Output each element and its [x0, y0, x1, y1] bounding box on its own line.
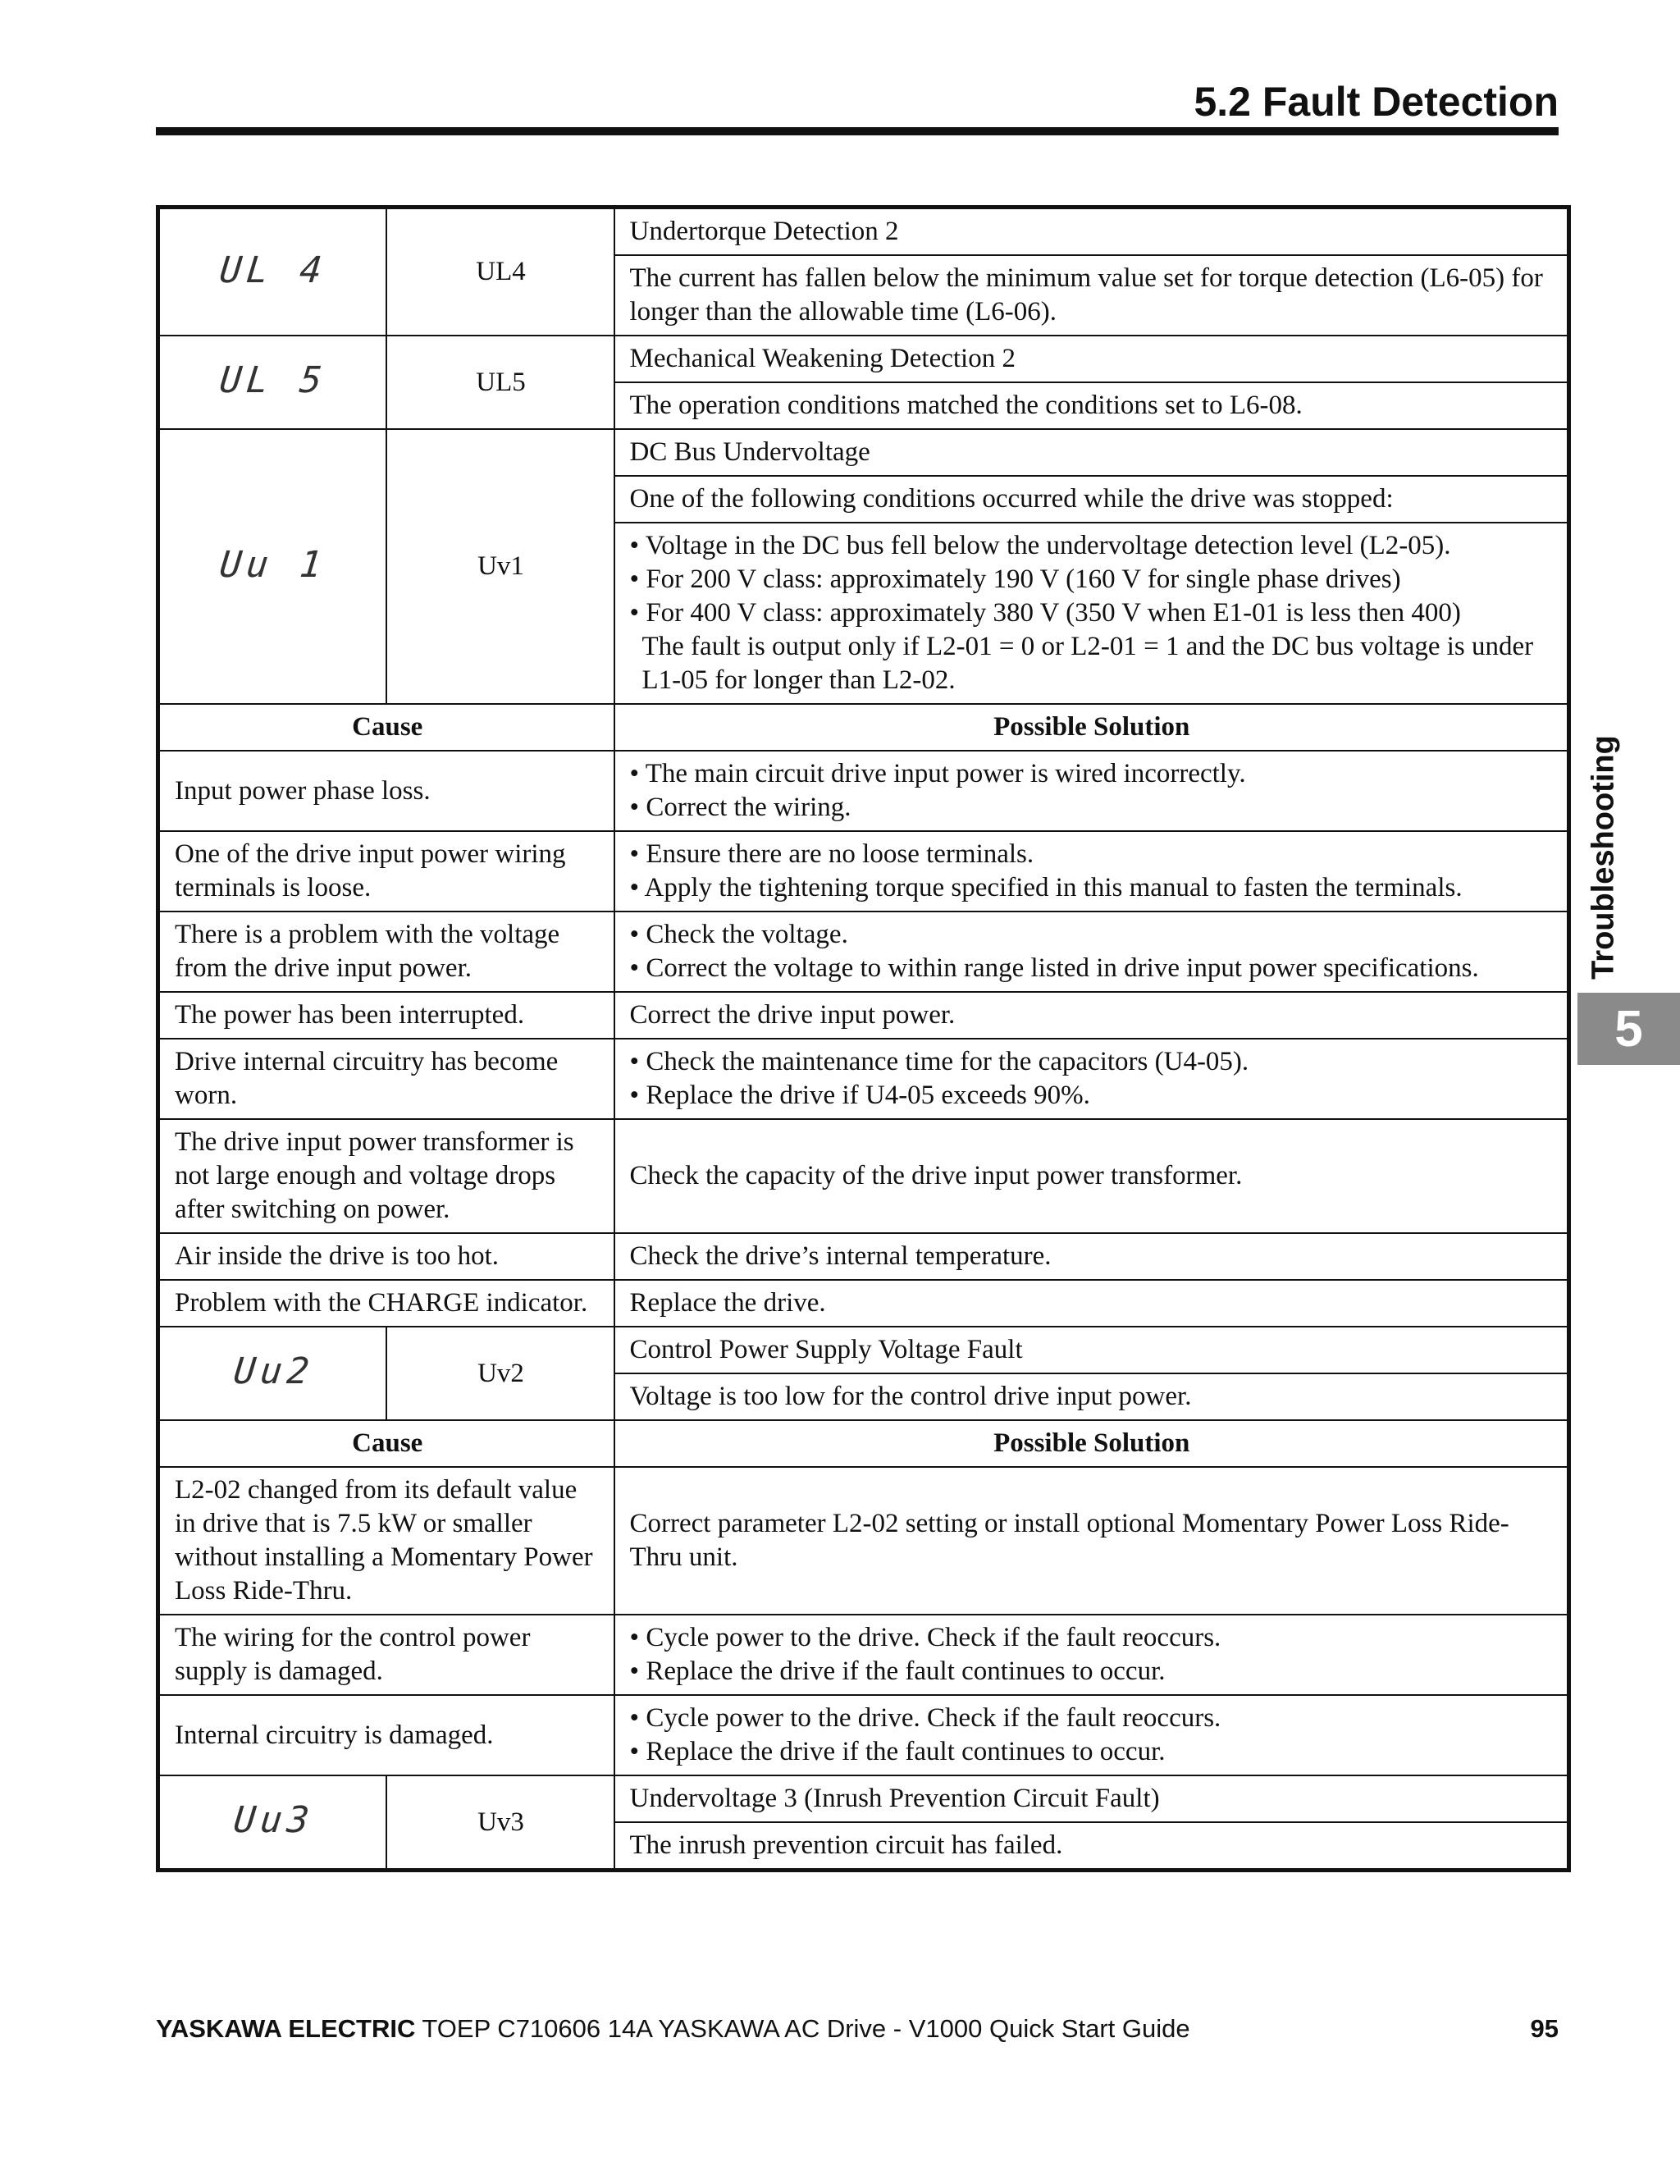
cause-cell: The power has been interrupted.: [158, 992, 614, 1039]
fault-display: UL 5: [158, 336, 386, 429]
solution-bullet: • The main circuit drive input power is wired incorrectly.: [630, 757, 1554, 791]
solution-bullet: • Cycle power to the drive. Check if the fault reoccurs.: [630, 1702, 1554, 1735]
solution-cell: Check the capacity of the drive input power transformer.: [614, 1119, 1569, 1233]
fault-table: [156, 205, 1571, 1872]
chapter-tab[interactable]: [1577, 993, 1680, 1065]
table-row: [158, 1615, 1569, 1695]
cause-cell: L2-02 changed from its default value in drive that is 7.5 kW or smaller without installing a Momentary Power Loss Ride-Thru.: [158, 1467, 614, 1615]
chapter-number: 5: [1614, 1000, 1643, 1058]
solution-cell: Correct the drive input power.: [614, 992, 1569, 1039]
table-row: [158, 751, 1569, 831]
solution-bullet: • Check the voltage.: [630, 918, 1554, 952]
fault-code: Uv2: [386, 1327, 614, 1420]
fault-name: DC Bus Undervoltage: [614, 429, 1569, 476]
table-row: [158, 1233, 1569, 1280]
detail-bullet: • For 200 V class: approximately 190 V (160 V for single phase drives): [630, 563, 1554, 596]
fault-name: Mechanical Weakening Detection 2: [614, 336, 1569, 382]
table-row: [158, 1467, 1569, 1615]
solution-cell: [614, 1615, 1569, 1695]
solution-bullet: • Ensure there are no loose terminals.: [630, 838, 1554, 871]
page-number: 95: [1530, 2014, 1559, 2043]
fault-uv3-name-row: [158, 1775, 1569, 1822]
solution-cell: Correct parameter L2-02 setting or install optional Momentary Power Loss Ride-Thru unit.: [614, 1467, 1569, 1615]
solution-bullet: • Correct the wiring.: [630, 791, 1554, 825]
fault-display: Uu3: [158, 1775, 386, 1871]
footer-brand: YASKAWA ELECTRIC: [156, 2014, 416, 2043]
fault-description: Voltage is too low for the control drive input power.: [614, 1373, 1569, 1420]
cause-header-row: [158, 1420, 1569, 1467]
solution-bullet: • Apply the tightening torque specified in this manual to fasten the terminals.: [630, 871, 1554, 905]
solution-bullet: • Correct the voltage to within range listed in drive input power specifications.: [630, 952, 1554, 985]
solution-cell: [614, 751, 1569, 831]
solution-header: Possible Solution: [614, 1420, 1569, 1467]
cause-header-row: [158, 704, 1569, 751]
solution-bullet: • Replace the drive if U4-05 exceeds 90%.: [630, 1079, 1554, 1113]
footer-doc-info: [156, 2014, 1190, 2044]
fault-ul5-name-row: [158, 336, 1569, 382]
fault-name: Undertorque Detection 2: [614, 208, 1569, 256]
fault-description: One of the following conditions occurred while the drive was stopped:: [614, 476, 1569, 523]
table-row: [158, 992, 1569, 1039]
cause-cell: Drive internal circuitry has become worn.: [158, 1039, 614, 1119]
solution-bullet: • Replace the drive if the fault continues to occur.: [630, 1655, 1554, 1688]
cause-header: Cause: [158, 704, 614, 751]
table-row: [158, 912, 1569, 992]
section-title: 5.2 Fault Detection: [1194, 79, 1559, 125]
fault-ul4-name-row: [158, 208, 1569, 256]
solution-bullet: • Check the maintenance time for the capacitors (U4-05).: [630, 1045, 1554, 1079]
fault-display: Uu2: [158, 1327, 386, 1420]
detail-bullet: • Voltage in the DC bus fell below the undervoltage detection level (L2-05).: [630, 529, 1554, 563]
fault-display: Uu 1: [158, 429, 386, 704]
fault-display: UL 4: [158, 208, 386, 336]
fault-code: UL5: [386, 336, 614, 429]
fault-detail: [614, 523, 1569, 704]
cause-cell: Air inside the drive is too hot.: [158, 1233, 614, 1280]
cause-cell: Internal circuitry is damaged.: [158, 1695, 614, 1775]
fault-description: The current has fallen below the minimum value set for torque detection (L6-05) for longer than the allowable time (L6-06).: [614, 255, 1569, 336]
solution-cell: Replace the drive.: [614, 1280, 1569, 1327]
cause-cell: One of the drive input power wiring terminals is loose.: [158, 831, 614, 912]
fault-uv1-name-row: [158, 429, 1569, 476]
table-row: [158, 1119, 1569, 1233]
fault-name: Control Power Supply Voltage Fault: [614, 1327, 1569, 1373]
cause-cell: The drive input power transformer is not large enough and voltage drops after switching on power.: [158, 1119, 614, 1233]
solution-header: Possible Solution: [614, 704, 1569, 751]
table-row: [158, 1695, 1569, 1775]
detail-note: The fault is output only if L2-01 = 0 or L2-01 = 1 and the DC bus voltage is under L1-05 for longer than L2-02.: [641, 632, 1534, 695]
page-footer: [156, 2014, 1559, 2044]
table-row: [158, 1039, 1569, 1119]
solution-cell: [614, 1039, 1569, 1119]
fault-uv2-name-row: [158, 1327, 1569, 1373]
fault-code: Uv1: [386, 429, 614, 704]
detail-bullet: • For 400 V class: approximately 380 V (350 V when E1-01 is less then 400): [630, 596, 1554, 630]
cause-cell: Input power phase loss.: [158, 751, 614, 831]
solution-bullet: • Replace the drive if the fault continues to occur.: [630, 1735, 1554, 1769]
cause-cell: There is a problem with the voltage from the drive input power.: [158, 912, 614, 992]
solution-cell: Check the drive’s internal temperature.: [614, 1233, 1569, 1280]
footer-doc-title: TOEP C710606 14A YASKAWA AC Drive - V1000 Quick Start Guide: [415, 2014, 1190, 2043]
solution-cell: [614, 831, 1569, 912]
fault-description: The operation conditions matched the conditions set to L6-08.: [614, 382, 1569, 429]
table-row: [158, 831, 1569, 912]
solution-cell: [614, 1695, 1569, 1775]
header-rule: [156, 127, 1559, 135]
cause-cell: The wiring for the control power supply is damaged.: [158, 1615, 614, 1695]
table-row: [158, 1280, 1569, 1327]
fault-name: Undervoltage 3 (Inrush Prevention Circuit Fault): [614, 1775, 1569, 1822]
fault-description: The inrush prevention circuit has failed.: [614, 1822, 1569, 1871]
cause-header: Cause: [158, 1420, 614, 1467]
side-tab-label: Troubleshooting: [1586, 735, 1621, 980]
solution-bullet: • Cycle power to the drive. Check if the fault reoccurs.: [630, 1621, 1554, 1655]
solution-cell: [614, 912, 1569, 992]
fault-code: Uv3: [386, 1775, 614, 1871]
fault-code: UL4: [386, 208, 614, 336]
cause-cell: Problem with the CHARGE indicator.: [158, 1280, 614, 1327]
